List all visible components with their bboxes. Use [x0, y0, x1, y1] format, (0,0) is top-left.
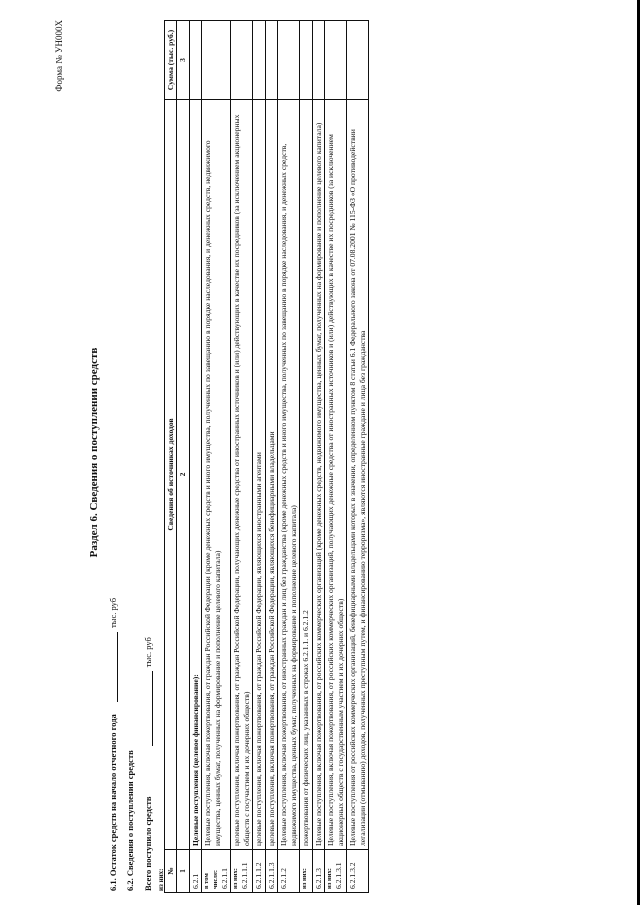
row-group-label: в том числе:: [203, 870, 219, 889]
row-number: 6.2.1.3: [313, 868, 323, 889]
row-description: Целевые поступления, включая пожертвования, от граждан Российской Федерации (кроме денежных средств и иного имущества, полученных по завещанию в порядке наследования, и денежных средств, недвижимого имущества, ценных бумаг, полученных на формирование и пополнение целевого капитала): [202, 100, 231, 850]
row-description: Целевые поступления от российских коммерческих организаций, бенефициарными владельцами которых в значении, определенном пунктом 8 статьи 6.1 Федерального закона от 07.08.2001 № 115-ФЗ «О противодействии легализации (отмыванию) доходов, полученных преступным путем, и финансированию терроризма», являются иностранные граждане и лица без гражданства: [347, 100, 369, 850]
row-amount-cell[interactable]: [278, 21, 300, 100]
row-description: пожертвования от физических лиц, указанных в строках 6.2.1.1. и 6.2.1.2: [300, 100, 312, 850]
table-row: [202, 21, 231, 893]
row-number: 6.2.1.1.2: [254, 862, 264, 889]
row-number-cell: [325, 850, 347, 893]
row-description: целевые поступления, включая пожертвования, от граждан Российской Федерации, являющихся бенефициарными владельцами: [265, 100, 277, 850]
row-description: целевые поступления, включая пожертвования, от граждан Российской Федерации, получающих денежные средства от иностранных источников и (или) действующих в качестве их посредников (за исключением акционерных обществ с госучастием и их дочерних обществ): [231, 100, 253, 850]
col-number-1: 1: [177, 850, 189, 893]
table-row: [312, 21, 324, 893]
row-group-label: из них:: [232, 868, 240, 889]
row-number: 6.2.1.1.3: [266, 862, 276, 889]
row-description: Целевые поступления, включая пожертвования, от российских коммерческих организаций, получающих денежные средства от иностранных источников и (или) действующих в качестве их посредников (за исключением акционерных обществ с государственным участием и их дочерних обществ): [325, 100, 347, 850]
row-number: 6.2.1: [190, 873, 200, 889]
row-amount-cell[interactable]: [347, 21, 369, 100]
row-amount-cell[interactable]: [265, 21, 277, 100]
row-group-label: из них:: [301, 868, 309, 889]
table-row: [300, 21, 312, 893]
table-row: [278, 21, 300, 893]
row-description: Целевые поступления, включая пожертвования, от российских коммерческих организаций (кроме денежных средств, недвижимого имущества, ценных бумаг, полученных на формирование и пополнение целевого капитала): [312, 100, 324, 850]
row-number-cell: [253, 850, 265, 893]
row-amount-cell[interactable]: [312, 21, 324, 100]
row-amount-cell[interactable]: [202, 21, 231, 100]
table-row: [325, 21, 347, 893]
row-number-cell: [312, 850, 324, 893]
balance-unit: тыс. руб: [108, 597, 118, 628]
row-number-cell: [231, 850, 253, 893]
balance-line: [108, 598, 118, 891]
balance-label: 6.1. Остаток средств на начало отчетного года: [108, 714, 118, 891]
total-field[interactable]: [152, 671, 153, 746]
header-source: Сведения об источниках доходов: [165, 100, 177, 850]
row-description: целевые поступления, включая пожертвования, от граждан Российской Федерации, являющихся иностранными агентами: [253, 100, 265, 850]
receipts-label: 6.2. Сведения о поступлении средств: [125, 750, 135, 891]
row-number-cell: [300, 850, 312, 893]
row-number: 6.2.1.3.2: [348, 862, 358, 889]
header-number: №: [165, 850, 177, 893]
of-them-label: из них:: [157, 868, 165, 891]
receipts-table: [164, 20, 369, 893]
header-amount: Сумма (тыс. руб.): [165, 21, 177, 100]
total-unit: тыс. руб: [143, 637, 153, 668]
balance-field[interactable]: [117, 632, 118, 702]
row-amount-cell[interactable]: [231, 21, 253, 100]
row-amount-cell[interactable]: [253, 21, 265, 100]
section-title: Раздел 6. Сведения о поступлении средств: [88, 347, 100, 558]
row-number: 6.2.1.2: [279, 868, 289, 889]
row-number: 6.2.1.3.1: [334, 862, 344, 889]
row-number: 6.2.1.1.1: [240, 862, 250, 889]
row-description: Целевые поступления (целевое финансирование):: [189, 100, 201, 850]
row-number-cell: [265, 850, 277, 893]
col-number-2: 2: [177, 100, 189, 850]
row-group-label: из них:: [326, 868, 334, 889]
row-number: 6.2.1.1: [219, 868, 229, 889]
row-number-cell: [202, 850, 231, 893]
row-amount-cell[interactable]: [189, 21, 201, 100]
row-number-cell: [347, 850, 369, 893]
total-line: [143, 637, 153, 891]
row-description: Целевые поступления, включая пожертвования, от иностранных граждан и лиц без гражданства (кроме денежных средств и иного имущества, полученных по завещанию в порядке наследования, и денежных средств, недвижимого имущества, ценных бумаг, полученных на формирование и пополнение целевого капитала): [278, 100, 300, 850]
total-label: Всего поступило средств: [143, 796, 153, 891]
form-number: Форма № УН000Х: [54, 20, 64, 92]
table-row: [231, 21, 253, 893]
row-amount-cell[interactable]: [325, 21, 347, 100]
col-number-3: 3: [177, 21, 189, 100]
table-row: [347, 21, 369, 893]
row-number-cell: [189, 850, 201, 893]
row-amount-cell[interactable]: [300, 21, 312, 100]
table-row: [253, 21, 265, 893]
row-number-cell: [278, 850, 300, 893]
table-row: [189, 21, 201, 893]
table-row: [265, 21, 277, 893]
